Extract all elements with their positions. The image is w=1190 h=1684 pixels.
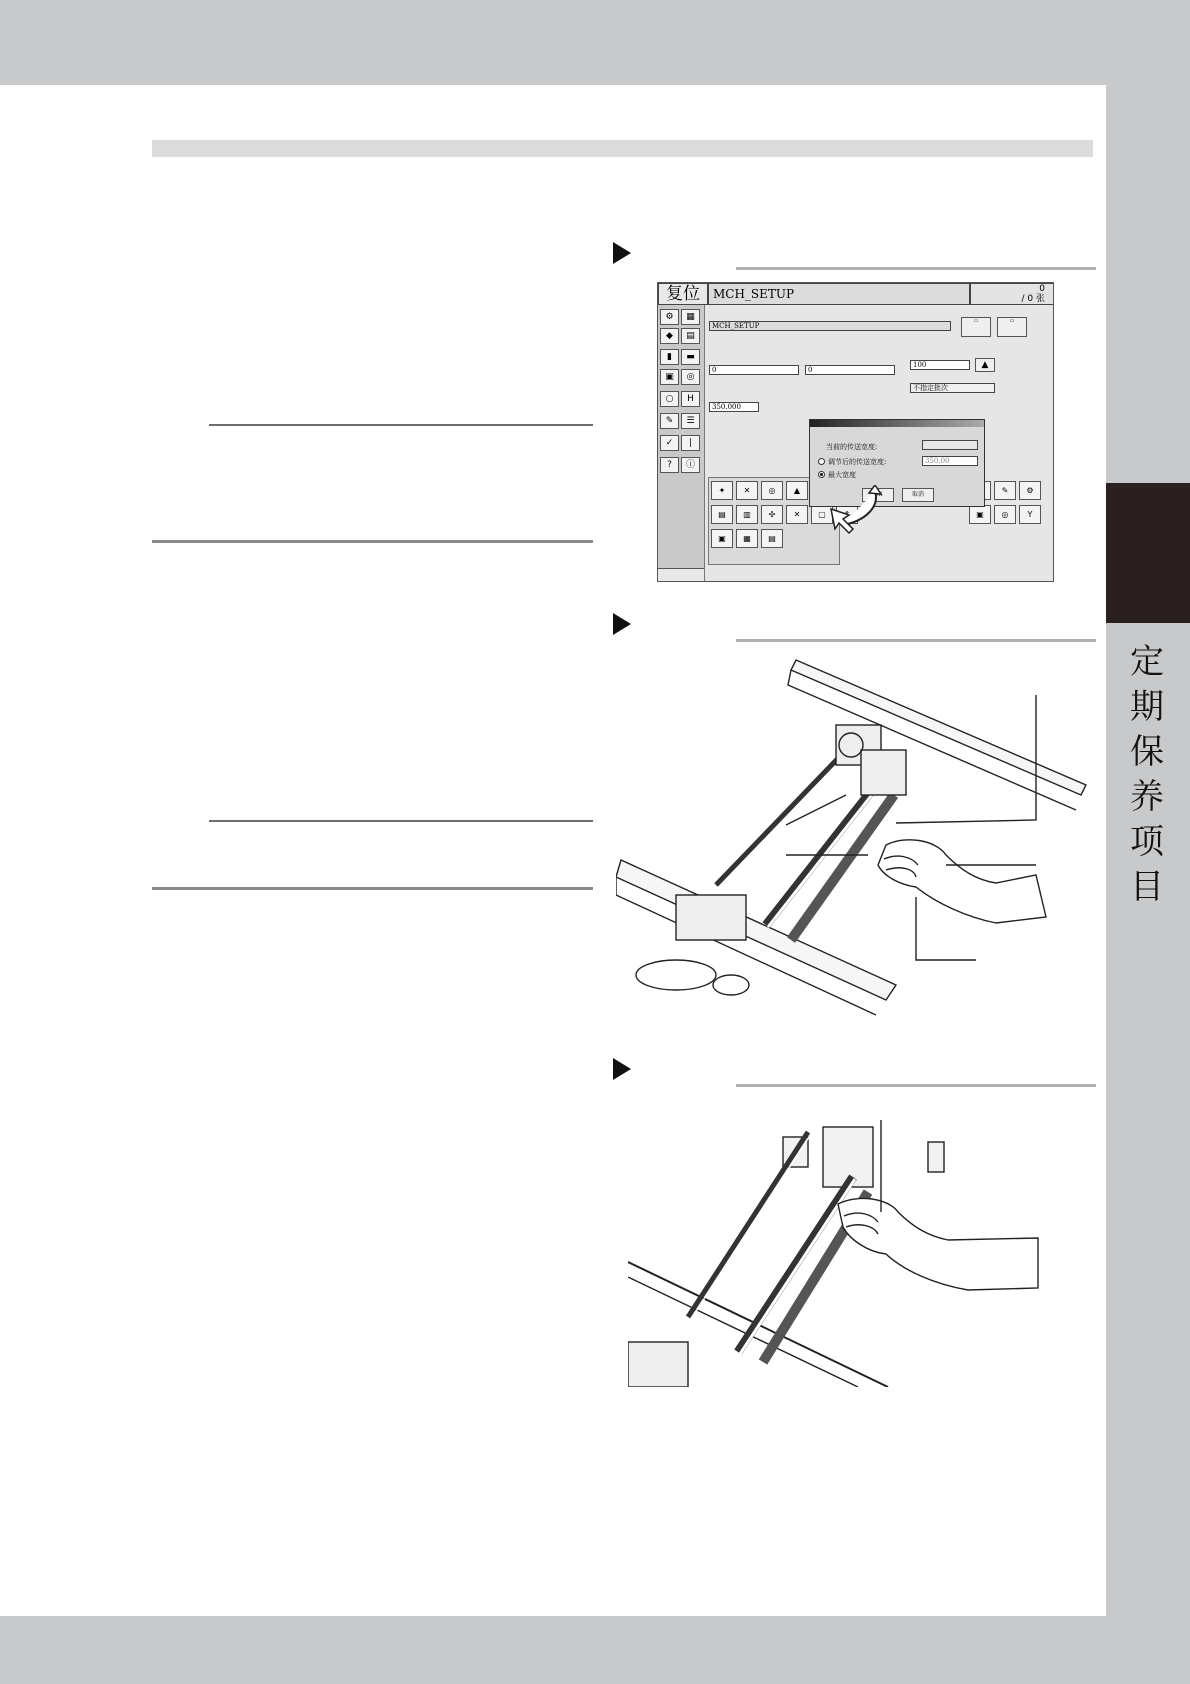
counter-top: 0 bbox=[1039, 284, 1045, 294]
tool-icon: ? bbox=[660, 457, 679, 473]
speed-field: 100 bbox=[910, 360, 970, 370]
conveyor-rail-illustration bbox=[616, 655, 1096, 1030]
section-rule bbox=[152, 887, 593, 890]
tool-tile: ▤ bbox=[711, 505, 733, 524]
production-planned-field: 0 bbox=[709, 365, 799, 375]
tool-icon: ⚙ bbox=[660, 309, 679, 325]
max-width-radio bbox=[818, 471, 825, 478]
tool-tile: ✎ bbox=[994, 481, 1016, 500]
adjusted-width-field: 350.00 bbox=[922, 456, 978, 466]
max-width-label: 最大宽度 bbox=[828, 471, 856, 479]
board-counter bbox=[970, 283, 1054, 305]
production-actual-field: 0 bbox=[805, 365, 895, 375]
program-name: MCH_SETUP bbox=[708, 283, 970, 305]
figure-title-line bbox=[736, 639, 1096, 642]
counter-bottom: / 0 张 bbox=[1021, 294, 1045, 304]
cancel-button: 取消 bbox=[902, 488, 934, 502]
callout-arrow-icon bbox=[827, 505, 857, 535]
tool-tile: ▦ bbox=[736, 529, 758, 548]
tool-tile: ⚙ bbox=[1019, 481, 1041, 500]
tool-icon: H bbox=[681, 391, 700, 407]
screen-button: ▭ bbox=[997, 317, 1027, 337]
tool-icon: ▮ bbox=[660, 349, 679, 365]
tool-icon: ☰ bbox=[681, 413, 700, 429]
figure-title-line bbox=[736, 267, 1096, 270]
section-rule bbox=[209, 424, 593, 426]
screenshot-main bbox=[705, 305, 1054, 582]
tool-tile: ▣ bbox=[969, 505, 991, 524]
tool-icon: ✓ bbox=[660, 435, 679, 451]
adjusted-width-radio bbox=[818, 458, 825, 465]
tool-tile: ◎ bbox=[994, 505, 1016, 524]
dialog-titlebar bbox=[810, 420, 984, 427]
step-arrow-icon bbox=[613, 613, 631, 635]
tool-icon: ○ bbox=[660, 391, 679, 407]
board-size-field: 350.000 bbox=[709, 402, 759, 412]
footer-band bbox=[0, 1616, 1190, 1684]
section-header-bar bbox=[152, 140, 1093, 157]
tool-icon: ▦ bbox=[681, 309, 700, 325]
board-name-field: MCH_SETUP bbox=[709, 321, 951, 331]
tool-icon: ▣ bbox=[660, 369, 679, 385]
tool-icon: ▬ bbox=[681, 349, 700, 365]
screen-button: ▭ bbox=[961, 317, 991, 337]
tool-tile: ✣ bbox=[761, 505, 783, 524]
tool-tile: ▥ bbox=[736, 505, 758, 524]
tool-icon: ◆ bbox=[660, 328, 679, 344]
tool-icon: ✎ bbox=[660, 413, 679, 429]
tool-icon: ⓘ bbox=[681, 457, 700, 473]
tool-icon: | bbox=[681, 435, 700, 451]
current-width-field bbox=[922, 440, 978, 450]
tool-tile: ◎ bbox=[761, 481, 783, 500]
step-arrow-icon bbox=[613, 1058, 631, 1080]
chapter-tab-label: 定 期 保 养 项 目 bbox=[1130, 642, 1164, 907]
tool-tile: ▤ bbox=[761, 529, 783, 548]
section-rule bbox=[209, 820, 593, 822]
section-rule bbox=[152, 540, 593, 543]
tool-tile: ✕ bbox=[786, 505, 808, 524]
screenshot-sidebar bbox=[658, 305, 705, 582]
batch-select: 不指定批次 bbox=[910, 383, 995, 393]
screenshot-statusbar bbox=[658, 568, 704, 582]
step-arrow-icon bbox=[613, 242, 631, 264]
tool-icon: ▤ bbox=[681, 328, 700, 344]
tool-tile: ✦ bbox=[711, 481, 733, 500]
adjusted-width-label: 调节后的传送宽度: bbox=[828, 458, 887, 466]
tool-tile: ▣ bbox=[711, 529, 733, 548]
reset-button: 复位 bbox=[658, 283, 708, 305]
chapter-tab bbox=[1106, 483, 1190, 623]
tool-tile: ▲ bbox=[786, 481, 808, 500]
current-width-label: 当前的传送宽度: bbox=[826, 443, 878, 451]
speed-up-button: ▲ bbox=[975, 358, 995, 372]
figure-title-line bbox=[736, 1084, 1096, 1087]
tool-tile: Y bbox=[1019, 505, 1041, 524]
tool-icon: ◎ bbox=[681, 369, 700, 385]
tool-tile: ✕ bbox=[736, 481, 758, 500]
tool-tile: ▢ bbox=[811, 505, 833, 524]
rail-grease-illustration bbox=[628, 1112, 1048, 1387]
ui-screenshot bbox=[657, 282, 1054, 582]
